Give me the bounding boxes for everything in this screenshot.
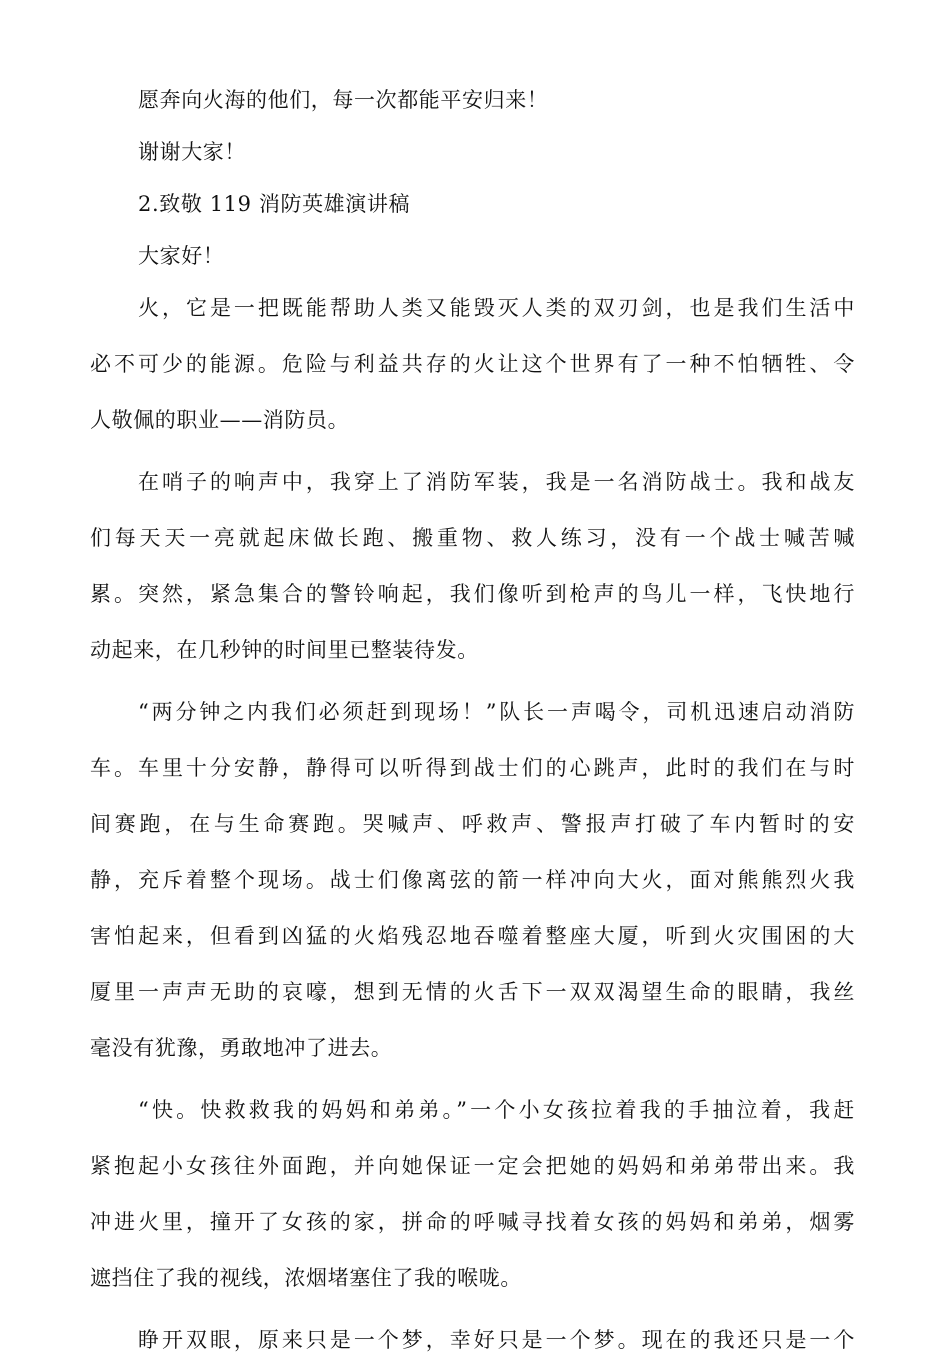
closing-wish-line: 愿奔向火海的他们，每一次都能平安归来！	[138, 88, 549, 112]
paragraph-fire	[90, 295, 865, 433]
section-heading: 2.致敬 119 消防英雄演讲稿	[138, 192, 411, 216]
paragraph-line: 们每天天一亮就起床做长跑、搬重物、救人练习，没有一个战士喊苦喊	[90, 526, 855, 550]
paragraph-rescue	[90, 699, 865, 1061]
paragraph-line: “两分钟之内我们必须赶到现场！”队长一声喝令，司机迅速启动消防	[138, 700, 855, 724]
paragraph-girl	[90, 1097, 865, 1291]
paragraph-line: 害怕起来，但看到凶猛的火焰残忍地吞噬着整座大厦，听到火灾围困的大	[90, 924, 855, 948]
paragraph-line: 遮挡住了我的视线，浓烟堵塞住了我的喉咙。	[90, 1266, 522, 1290]
paragraph-training	[90, 469, 865, 663]
thanks-line: 谢谢大家！	[138, 140, 246, 164]
paragraph-line: 静，充斥着整个现场。战士们像离弦的箭一样冲向大火，面对熊熊烈火我	[90, 868, 855, 892]
paragraph-line: 累。突然，紧急集合的警铃响起，我们像听到枪声的鸟儿一样，飞快地行	[90, 582, 855, 606]
paragraph-line: 冲进火里，撞开了女孩的家，拼命的呼喊寻找着女孩的妈妈和弟弟，烟雾	[90, 1210, 855, 1234]
greeting-line: 大家好！	[138, 244, 225, 268]
paragraph-line: 睁开双眼，原来只是一个梦，幸好只是一个梦。现在的我还只是一个	[138, 1328, 855, 1352]
paragraph-line: 厦里一声声无助的哀嚎，想到无情的火舌下一双双渴望生命的眼睛，我丝	[90, 980, 855, 1004]
document-body	[90, 72, 865, 1353]
paragraph-line: 毫没有犹豫，勇敢地冲了进去。	[90, 1036, 393, 1060]
paragraph-line: 必不可少的能源。危险与利益共存的火让这个世界有了一种不怕牺牲、令	[90, 352, 855, 376]
paragraph-line: 火，它是一把既能帮助人类又能毁灭人类的双刃剑，也是我们生活中	[138, 296, 855, 320]
paragraph-line: 在哨子的响声中，我穿上了消防军装，我是一名消防战士。我和战友	[138, 470, 855, 494]
paragraph-line: “快。快救救我的妈妈和弟弟。”一个小女孩拉着我的手抽泣着，我赶	[138, 1098, 855, 1122]
paragraph-line: 动起来，在几秒钟的时间里已整装待发。	[90, 638, 479, 662]
paragraph-line: 间赛跑，在与生命赛跑。哭喊声、呼救声、警报声打破了车内暂时的安	[90, 812, 855, 836]
paragraph-line: 紧抱起小女孩往外面跑，并向她保证一定会把她的妈妈和弟弟带出来。我	[90, 1154, 855, 1178]
paragraph-line: 车。车里十分安静，静得可以听得到战士们的心跳声，此时的我们在与时	[90, 756, 855, 780]
paragraph-line: 人敬佩的职业——消防员。	[90, 408, 350, 432]
paragraph-dream	[90, 1327, 865, 1353]
